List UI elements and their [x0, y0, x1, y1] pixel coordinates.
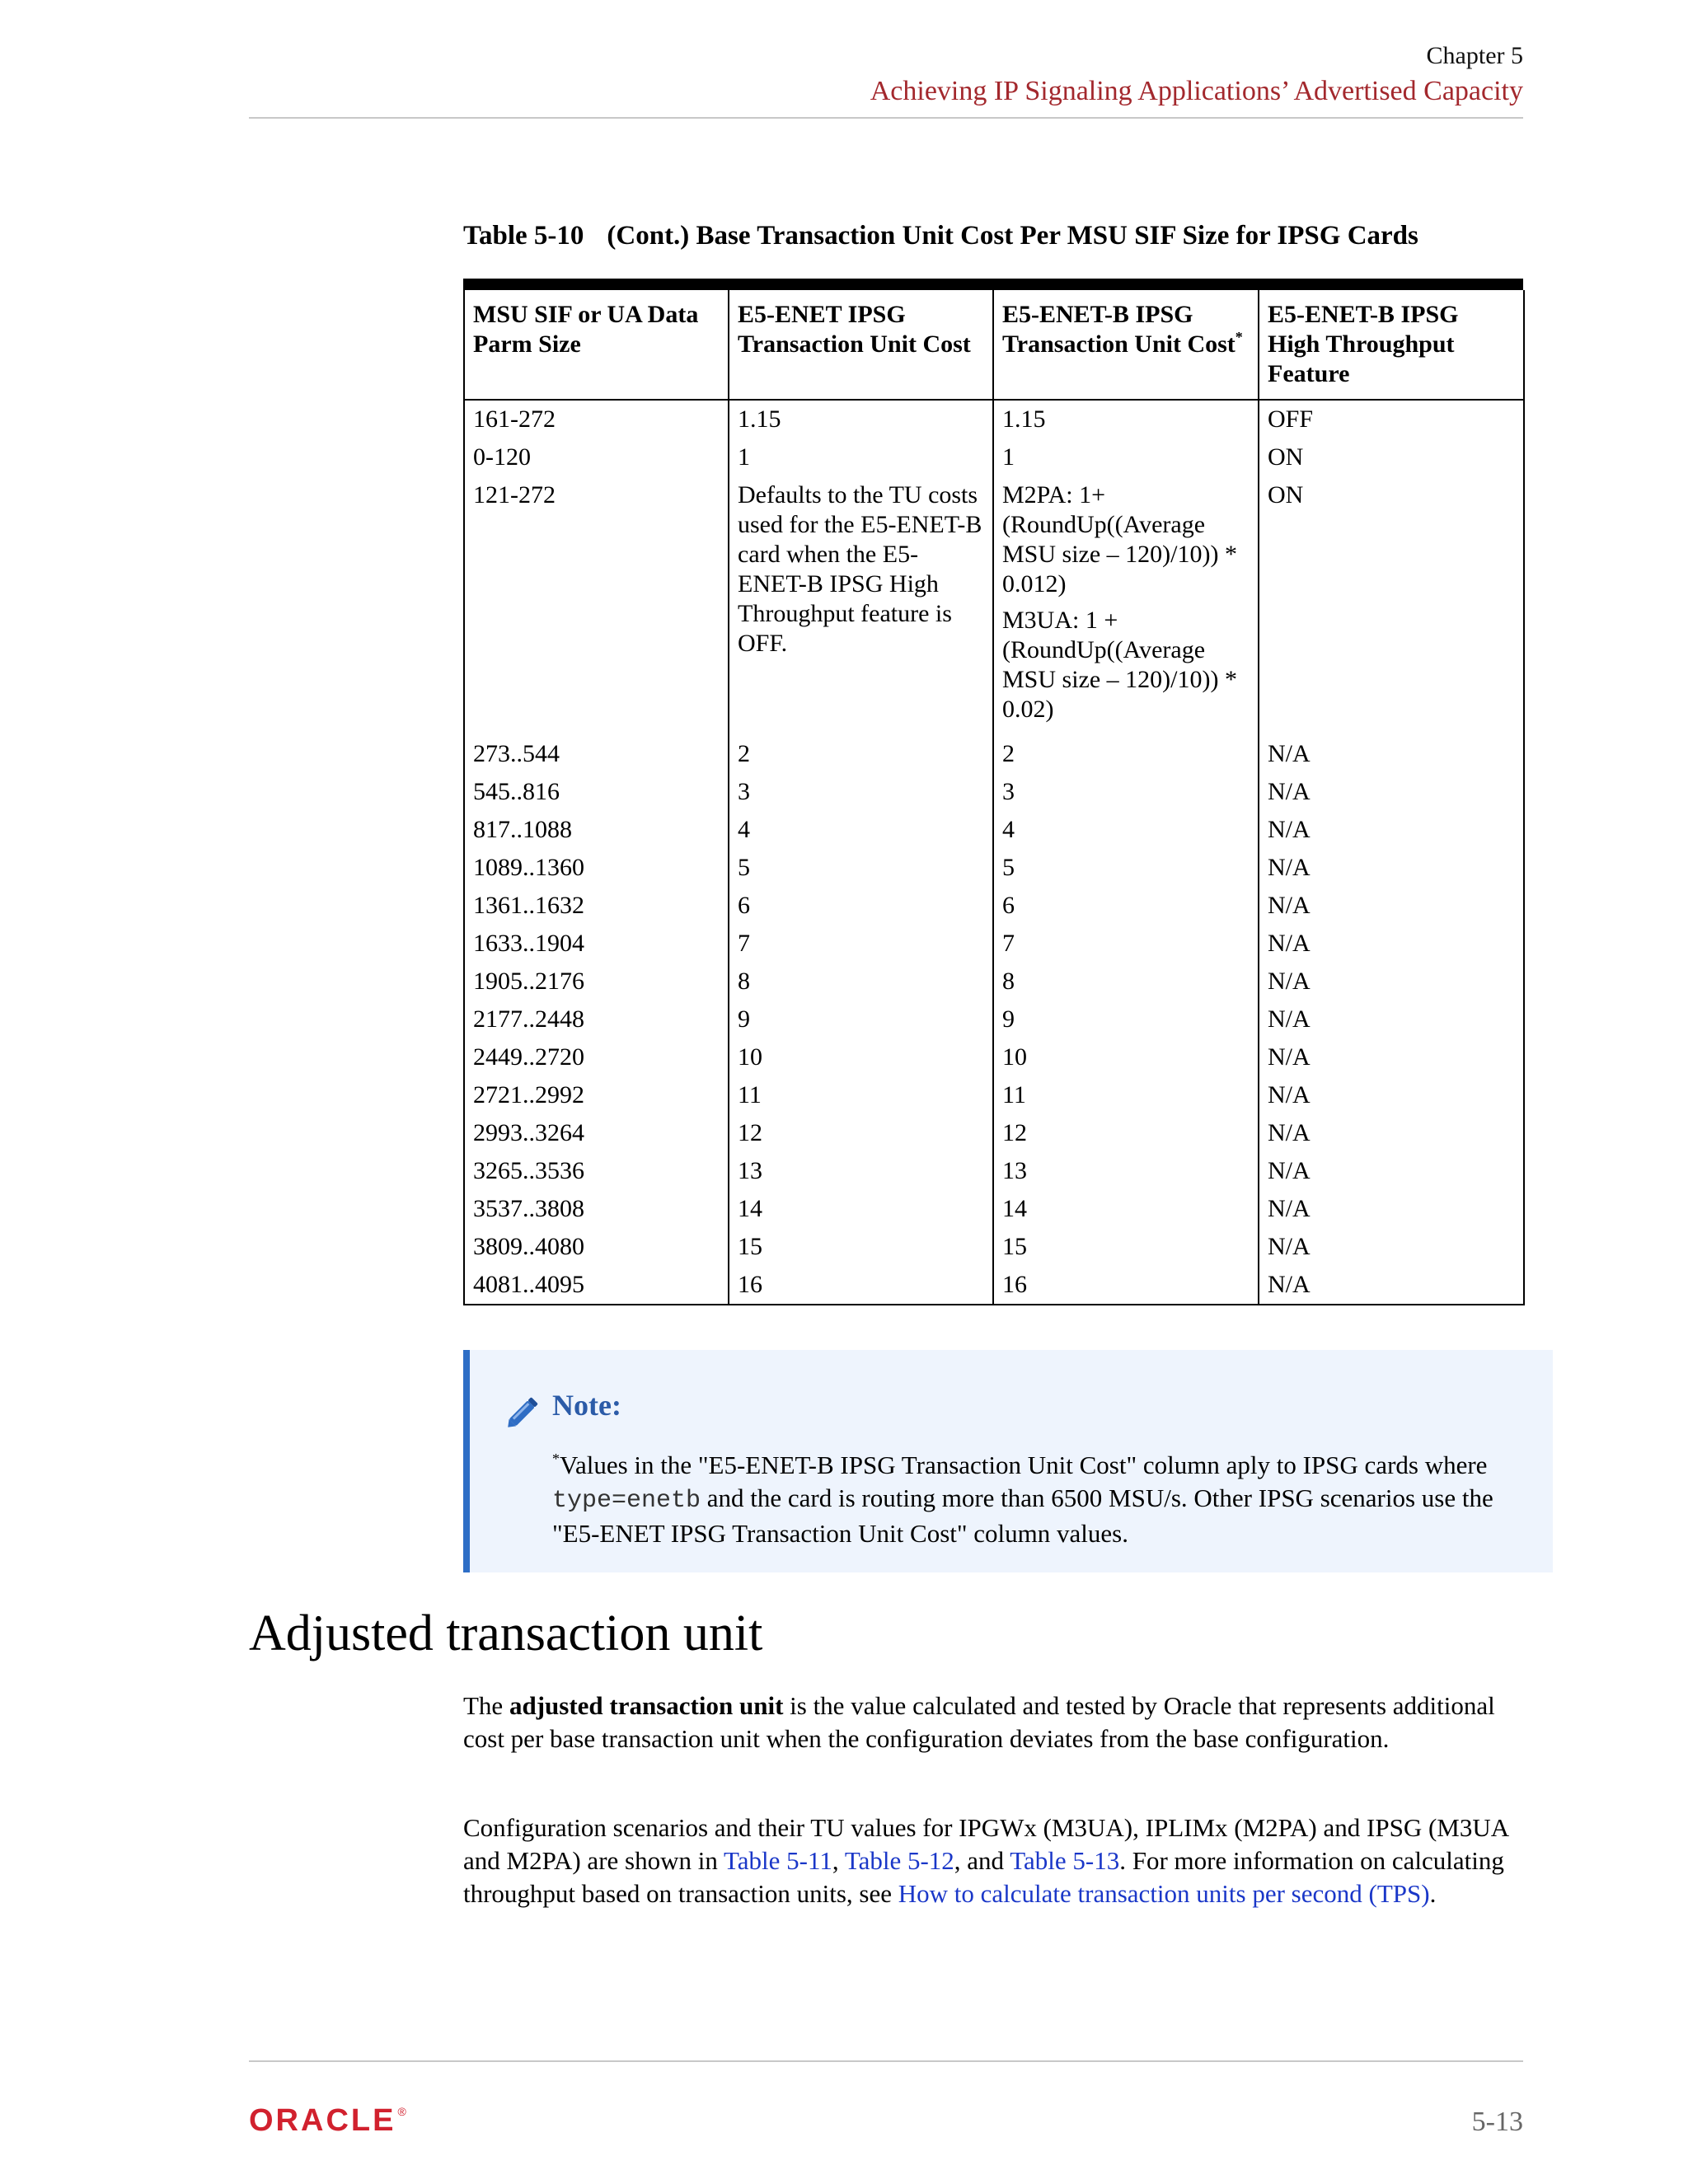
table-cell: 2: [993, 735, 1259, 773]
table-cell: 2177..2448: [464, 1001, 729, 1038]
table-cell: 6: [729, 887, 993, 925]
table-cell: 16: [993, 1266, 1259, 1305]
para-text: is the value calculated and tested by Oracle that represents additional cost per base transaction unit when the configuration deviates from the base configuration.: [463, 1691, 1495, 1753]
footer-divider: [249, 2060, 1523, 2062]
table-cell: OFF: [1259, 400, 1524, 438]
page-number: 5-13: [1471, 2107, 1523, 2137]
logo-text: ORACLE: [249, 2103, 396, 2138]
table-cell: N/A: [1259, 1152, 1524, 1190]
table-row: [464, 1228, 1524, 1266]
link-table-5-13[interactable]: Table 5-13: [1010, 1846, 1120, 1875]
table-row: [464, 1038, 1524, 1076]
note-body: [552, 1449, 1525, 1550]
para-term: adjusted transaction unit: [509, 1691, 784, 1720]
table-cell: 7: [993, 925, 1259, 963]
table-cell: N/A: [1259, 1228, 1524, 1266]
para-text: , and: [954, 1846, 1010, 1875]
table-cell: 7: [729, 925, 993, 963]
paragraph-definition: [463, 1690, 1526, 1755]
table-cell: 14: [729, 1190, 993, 1228]
table-cell: 1: [993, 438, 1259, 476]
para-text: ,: [832, 1846, 845, 1875]
table-cell: 11: [993, 1076, 1259, 1114]
table-cell: 1089..1360: [464, 849, 729, 887]
para-text: .: [1429, 1879, 1437, 1908]
table-cell: 15: [729, 1228, 993, 1266]
table-cell: 1.15: [729, 400, 993, 438]
section-heading: Adjusted transaction unit: [249, 1605, 763, 1661]
table-cell: ON: [1259, 438, 1524, 476]
table-cell: 3265..3536: [464, 1152, 729, 1190]
table-cell: 2721..2992: [464, 1076, 729, 1114]
table-cell: [993, 476, 1259, 735]
table-cell: N/A: [1259, 1038, 1524, 1076]
table-cell: 5: [993, 849, 1259, 887]
para-text: The: [463, 1691, 509, 1720]
table-row: [464, 1190, 1524, 1228]
table-cell: 3809..4080: [464, 1228, 729, 1266]
table-cell: 4081..4095: [464, 1266, 729, 1305]
table-cell: 12: [729, 1114, 993, 1152]
table-cell: 3: [729, 773, 993, 811]
table-cell: 273..544: [464, 735, 729, 773]
chapter-label: Chapter 5: [1426, 42, 1523, 69]
registered-mark: ®: [397, 2105, 406, 2118]
pencil-icon: [504, 1391, 544, 1431]
table-cell: 10: [729, 1038, 993, 1076]
table-top-rule: [463, 279, 1523, 290]
table-cell: N/A: [1259, 1001, 1524, 1038]
table-cell: 2449..2720: [464, 1038, 729, 1076]
table-cell: 16: [729, 1266, 993, 1305]
table-cell: 5: [729, 849, 993, 887]
table-cell: 15: [993, 1228, 1259, 1266]
table-cell: 1.15: [993, 400, 1259, 438]
table-cell: 11: [729, 1076, 993, 1114]
table-row: [464, 476, 1524, 735]
note-title: Note:: [552, 1389, 621, 1422]
table-cell: 13: [729, 1152, 993, 1190]
note-text-end: and the card is routing more than 6500 MSU/s. Other IPSG scenarios use the "E5-ENET IPSG Transaction Unit Cost" column values.: [552, 1483, 1493, 1548]
table-cell: N/A: [1259, 1114, 1524, 1152]
formula-m3ua: M3UA: 1 + (RoundUp((Average MSU size – 120)/10)) * 0.02): [1002, 607, 1237, 723]
table-cell: 6: [993, 887, 1259, 925]
header-cell-text: E5-ENET-B IPSG Transaction Unit Cost: [1002, 301, 1236, 358]
table-row: [464, 400, 1524, 438]
header-cell: E5-ENET IPSG Transaction Unit Cost: [729, 290, 993, 400]
table-cell: N/A: [1259, 811, 1524, 849]
table-cell: 121-272: [464, 476, 729, 735]
table-cell: 0-120: [464, 438, 729, 476]
table-cell: 4: [993, 811, 1259, 849]
link-calculate-tps[interactable]: How to calculate transaction units per second (TPS): [898, 1879, 1430, 1908]
table-row: [464, 887, 1524, 925]
table-cell: 1905..2176: [464, 963, 729, 1001]
table-cell: 8: [993, 963, 1259, 1001]
table-cell: 2993..3264: [464, 1114, 729, 1152]
table-cell: ON: [1259, 476, 1524, 735]
header-cell: E5-ENET-B IPSG High Throughput Feature: [1259, 290, 1524, 400]
table-row: [464, 1114, 1524, 1152]
table-cell: 3537..3808: [464, 1190, 729, 1228]
table-cell: N/A: [1259, 773, 1524, 811]
table-caption-number: Table 5-10: [463, 221, 584, 251]
table-row: [464, 1266, 1524, 1305]
table-cell: 8: [729, 963, 993, 1001]
table-cell: N/A: [1259, 887, 1524, 925]
table-row: [464, 1001, 1524, 1038]
paragraph-references: [463, 1811, 1526, 1910]
table-cell: 1361..1632: [464, 887, 729, 925]
oracle-logo: [249, 2103, 406, 2139]
table-cell: 545..816: [464, 773, 729, 811]
table-row: [464, 773, 1524, 811]
table-row: [464, 925, 1524, 963]
table-row: [464, 963, 1524, 1001]
table-cell: 161-272: [464, 400, 729, 438]
tu-cost-table: [463, 279, 1523, 1305]
link-table-5-11[interactable]: Table 5-11: [724, 1846, 832, 1875]
note-code: type=enetb: [552, 1487, 701, 1515]
table-cell: N/A: [1259, 1076, 1524, 1114]
table-row: [464, 1152, 1524, 1190]
table-row: [464, 811, 1524, 849]
table-cell: N/A: [1259, 925, 1524, 963]
table-cell: 10: [993, 1038, 1259, 1076]
table-cell: N/A: [1259, 849, 1524, 887]
header-cell: [993, 290, 1259, 400]
page-header: [249, 40, 1523, 110]
table-cell: 12: [993, 1114, 1259, 1152]
header-cell: MSU SIF or UA Data Parm Size: [464, 290, 729, 400]
chapter-title: Achieving IP Signaling Applications’ Advertised Capacity: [870, 76, 1523, 106]
table-cell: 3: [993, 773, 1259, 811]
table-cell: 817..1088: [464, 811, 729, 849]
table-cell: 9: [729, 1001, 993, 1038]
table-cell: 13: [993, 1152, 1259, 1190]
table-caption-text: (Cont.) Base Transaction Unit Cost Per MSU SIF Size for IPSG Cards: [607, 221, 1418, 251]
table-cell: 4: [729, 811, 993, 849]
table-row: [464, 735, 1524, 773]
table-cell: N/A: [1259, 735, 1524, 773]
link-table-5-12[interactable]: Table 5-12: [844, 1846, 954, 1875]
table-cell: N/A: [1259, 1190, 1524, 1228]
table-caption: [463, 221, 1418, 251]
note-box: [463, 1350, 1553, 1572]
header-divider: [249, 117, 1523, 119]
table-cell: N/A: [1259, 963, 1524, 1001]
table-cell: 14: [993, 1190, 1259, 1228]
table-row: [464, 1076, 1524, 1114]
table-cell: 1633..1904: [464, 925, 729, 963]
note-text-start: Values in the "E5-ENET-B IPSG Transaction Unit Cost" column aply to IPSG cards where: [560, 1451, 1488, 1479]
table-cell: 1: [729, 438, 993, 476]
table-cell: N/A: [1259, 1266, 1524, 1305]
para-text: . For more information on calculating throughput based on transaction units, see: [463, 1846, 1504, 1908]
table-row: [464, 438, 1524, 476]
footnote-mark: *: [1235, 329, 1243, 345]
footnote-mark: *: [552, 1451, 560, 1467]
table-cell: 9: [993, 1001, 1259, 1038]
table-cell: 2: [729, 735, 993, 773]
table-cell: Defaults to the TU costs used for the E5-ENET-B card when the E5-ENET-B IPSG High Throughput feature is OFF.: [729, 476, 993, 735]
formula-m2pa: M2PA: 1+ (RoundUp((Average MSU size – 120)/10)) * 0.012): [1002, 481, 1237, 598]
table-row: [464, 849, 1524, 887]
para-text: Configuration scenarios and their TU values for IPGWx (M3UA), IPLIMx (M2PA) and IPSG (M3UA and M2PA) are shown in: [463, 1813, 1508, 1875]
table-header-row: [464, 290, 1524, 400]
